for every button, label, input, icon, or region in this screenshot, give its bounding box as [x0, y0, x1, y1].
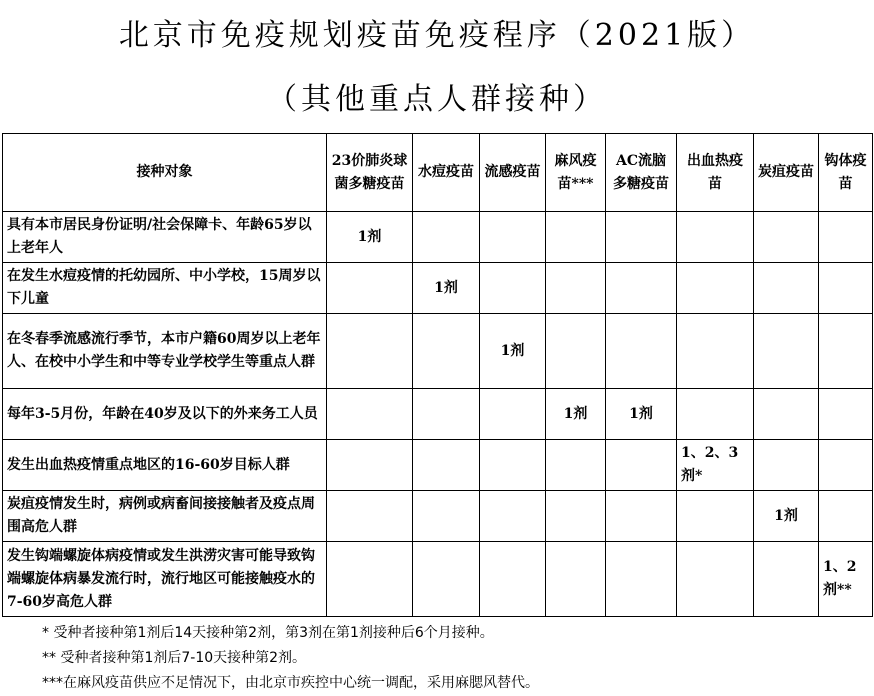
dose-cell — [327, 263, 413, 314]
column-header-vaccine: 出血热疫苗 — [677, 134, 754, 212]
dose-cell — [413, 542, 480, 617]
dose-cell — [413, 212, 480, 263]
target-group-cell: 发生钩端螺旋体病疫情或发生洪涝灾害可能导致钩端螺旋体病暴发流行时，流行地区可能接触疫水的7-60岁高危人群 — [3, 542, 327, 617]
dose-cell — [754, 263, 819, 314]
dose-cell — [480, 491, 546, 542]
column-header-vaccine: 流感疫苗 — [480, 134, 546, 212]
footnote: * 受种者接种第1剂后14天接种第2剂，第3剂在第1剂接种后6个月接种。 — [42, 625, 494, 641]
dose-cell — [546, 440, 606, 491]
dose-cell — [819, 389, 873, 440]
table-row — [3, 491, 873, 542]
dose-cell — [754, 389, 819, 440]
column-header-target: 接种对象 — [3, 134, 327, 212]
footnotes — [42, 621, 539, 696]
column-header-vaccine: 23价肺炎球菌多糖疫苗 — [327, 134, 413, 212]
target-group-cell: 每年3-5月份，年龄在40岁及以下的外来务工人员 — [3, 389, 327, 440]
column-header-vaccine: AC流脑多糖疫苗 — [606, 134, 677, 212]
column-header-vaccine: 钩体疫苗 — [819, 134, 873, 212]
table-row — [3, 542, 873, 617]
dose-cell — [754, 440, 819, 491]
dose-cell — [327, 491, 413, 542]
dose-cell — [677, 212, 754, 263]
footnote: ** 受种者接种第1剂后7-10天接种第2剂。 — [42, 650, 307, 666]
dose-cell: 1剂 — [546, 389, 606, 440]
dose-cell — [480, 440, 546, 491]
dose-cell — [819, 491, 873, 542]
target-group-cell: 在冬春季流感流行季节，本市户籍60周岁以上老年人、在校中小学生和中等专业学校学生等重点人群 — [3, 314, 327, 389]
dose-cell — [546, 212, 606, 263]
dose-cell — [480, 212, 546, 263]
dose-cell — [677, 263, 754, 314]
dose-cell — [413, 314, 480, 389]
dose-cell — [606, 314, 677, 389]
dose-cell — [606, 212, 677, 263]
dose-cell — [413, 491, 480, 542]
dose-cell — [819, 440, 873, 491]
dose-cell — [677, 314, 754, 389]
dose-cell — [606, 440, 677, 491]
immunization-schedule-table — [2, 133, 873, 617]
table-row — [3, 440, 873, 491]
target-group-cell: 发生出血热疫情重点地区的16-60岁目标人群 — [3, 440, 327, 491]
dose-cell — [606, 491, 677, 542]
dose-cell: 1剂 — [754, 491, 819, 542]
dose-cell — [819, 212, 873, 263]
page-subtitle: （其他重点人群接种） — [267, 82, 607, 117]
dose-cell: 1剂 — [327, 212, 413, 263]
dose-cell — [606, 263, 677, 314]
target-group-cell: 在发生水痘疫情的托幼园所、中小学校，15周岁以下儿童 — [3, 263, 327, 314]
dose-cell: 1剂 — [480, 314, 546, 389]
dose-cell — [413, 389, 480, 440]
dose-cell: 1、2、3剂* — [677, 440, 754, 491]
dose-cell — [546, 491, 606, 542]
dose-cell — [327, 389, 413, 440]
table-row — [3, 389, 873, 440]
dose-cell — [677, 491, 754, 542]
dose-cell — [327, 542, 413, 617]
page-title: 北京市免疫规划疫苗免疫程序（2021版） — [118, 18, 756, 53]
dose-cell — [819, 263, 873, 314]
dose-cell — [480, 542, 546, 617]
dose-cell — [677, 389, 754, 440]
dose-cell: 1、2剂** — [819, 542, 873, 617]
table-row — [3, 263, 873, 314]
column-header-vaccine: 水痘疫苗 — [413, 134, 480, 212]
target-group-cell: 炭疽疫情发生时，病例或病畜间接接触者及疫点周围高危人群 — [3, 491, 327, 542]
target-group-cell: 具有本市居民身份证明/社会保障卡、年龄65岁以上老年人 — [3, 212, 327, 263]
dose-cell — [546, 263, 606, 314]
dose-cell — [327, 314, 413, 389]
dose-cell — [819, 314, 873, 389]
dose-cell: 1剂 — [606, 389, 677, 440]
column-header-vaccine: 炭疽疫苗 — [754, 134, 819, 212]
dose-cell — [546, 542, 606, 617]
table-row — [3, 212, 873, 263]
dose-cell — [480, 389, 546, 440]
dose-cell: 1剂 — [413, 263, 480, 314]
dose-cell — [754, 314, 819, 389]
table-row — [3, 314, 873, 389]
dose-cell — [606, 542, 677, 617]
dose-cell — [413, 440, 480, 491]
dose-cell — [754, 542, 819, 617]
column-header-vaccine: 麻风疫苗*** — [546, 134, 606, 212]
footnote: ***在麻风疫苗供应不足情况下，由北京市疾控中心统一调配，采用麻腮风替代。 — [42, 675, 539, 691]
dose-cell — [546, 314, 606, 389]
dose-cell — [327, 440, 413, 491]
table-header-row — [3, 134, 873, 212]
dose-cell — [677, 542, 754, 617]
dose-cell — [754, 212, 819, 263]
dose-cell — [480, 263, 546, 314]
